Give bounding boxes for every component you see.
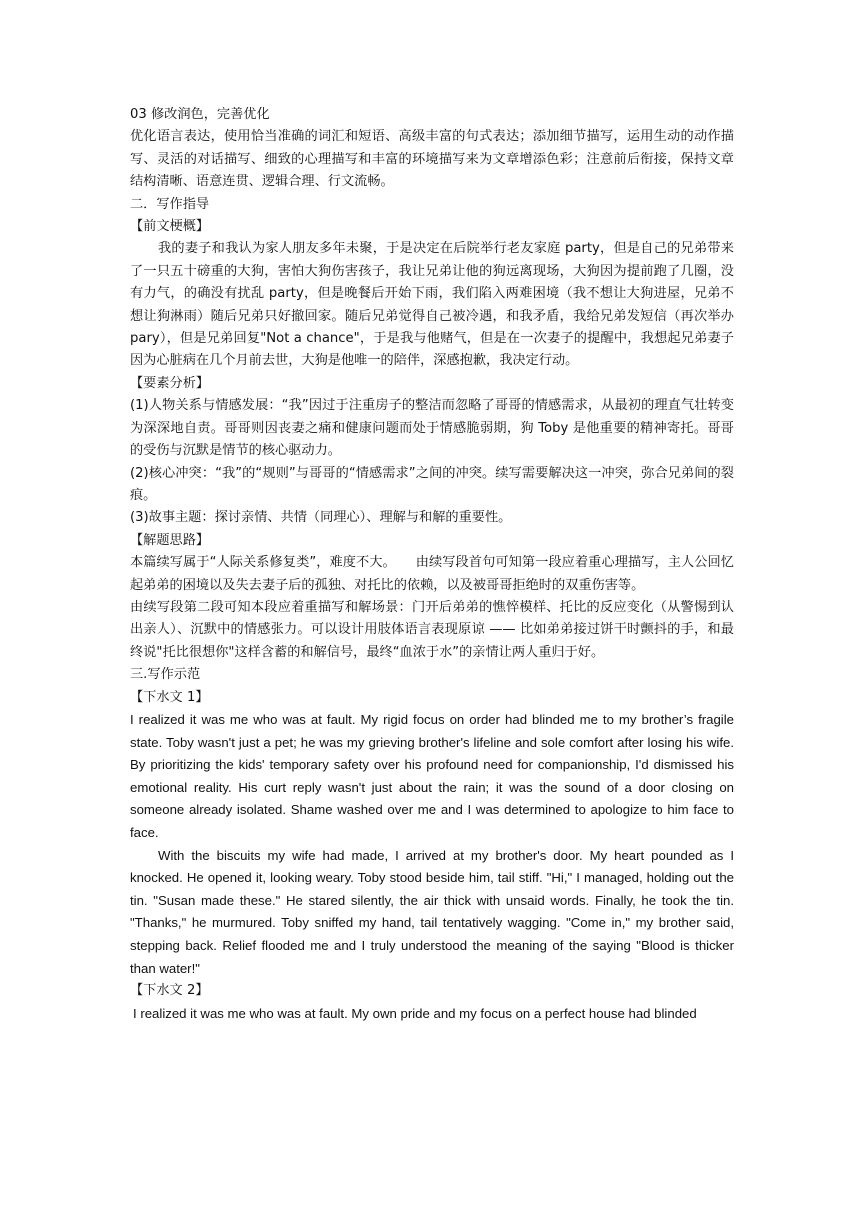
english-paragraph: I realized it was me who was at fault. My rigid focus on order had blinded me to my brother’s fragile state. Toby wasn't just a pet; he was my grieving brother's lifeline and sole comfort after losing his wife. By prioritizing the kids' temporary safety over his profound need for companionship, I'd dismissed his emotional reality. His curt reply wasn't just about the rain; it was the sound of a door closing on someone already isolated. Shame washed over me and I was determined to apologize to him face to face.: [130, 711, 734, 840]
paragraph: 我的妻子和我认为家人朋友多年未聚，于是决定在后院举行老友家庭 party，但是自己的兄弟带来了一只五十磅重的大狗，害怕大狗伤害孩子，我让兄弟让他的狗远离现场，大狗因为提前跑了几圈，没有力气，的确没有扰乱 party，但是晚餐后开始下雨，我们陷入两难困境（我不想让大狗进屋，兄弟不想让狗淋雨）随后兄弟只好撤回家。随后兄弟觉得自己被冷遇，和我矛盾，我给兄弟发短信（再次举办 pary），但是兄弟回复"Not a chance"，于是我与他赌气，但是在一次妻子的提醒中，我想起兄弟妻子因为心脏病在几个月前去世，大狗是他唯一的陪伴，深感抱歉，我决定行动。: [130, 241, 734, 369]
section-title: 03 修改润色，完善优化: [130, 107, 270, 122]
paragraph: (3)故事主题：探讨亲情、共情（同理心）、理解与和解的重要性。: [130, 510, 512, 526]
document-page: [130, 104, 734, 1025]
subsection-heading: 【要素分析】: [130, 375, 210, 391]
section-title: 二．写作指导: [130, 196, 210, 212]
subsection-heading: 【解题思路】: [130, 532, 210, 548]
subsection-heading: 【前文梗概】: [130, 219, 210, 235]
subsection-heading: 【下水文 1】: [130, 689, 209, 705]
paragraph: (1)人物关系与情感发展：“我”因过于注重房子的整洁而忽略了哥哥的情感需求，从最初的理直气壮转变为深深地自责。哥哥则因丧妻之痛和健康问题而处于情感脆弱期，狗 Toby 是他重要的精神寄托。哥哥的受伤与沉默是情节的核心驱动力。: [130, 398, 734, 459]
english-paragraph: I realized it was me who was at fault. My own pride and my focus on a perfect house had blinded: [133, 1005, 697, 1021]
subsection-heading: 【下水文 2】: [130, 983, 209, 999]
paragraph: 由续写段第二段可知本段应着重描写和解场景：门开后弟弟的憔悴模样、托比的反应变化（从警惕到认出亲人）、沉默中的情感张力。可以设计用肢体语言表现原谅 —— 比如弟弟接过饼干时颤抖的手，和最终说"托比很想你"这样含蓄的和解信号，最终“血浓于水”的亲情让两人重归于好。: [130, 599, 734, 660]
paragraph: (2)核心冲突：“我”的“规则”与哥哥的“情感需求”之间的冲突。续写需要解决这一冲突，弥合兄弟间的裂痕。: [130, 465, 734, 503]
english-paragraph: With the biscuits my wife had made, I arrived at my brother's door. My heart pounded as I knocked. He opened it, looking weary. Toby stood beside him, tail stiff. "Hi," I managed, holding out the tin. "Susan made these." He stared silently, the air thick with unsaid words. Finally, he took the tin. "Thanks," he murmured. Toby sniffed my hand, tail tentatively wagging. "Come in," my brother said, stepping back. Relief flooded me and I truly understood the meaning of the saying "Blood is thicker than water!": [130, 847, 734, 976]
paragraph: 优化语言表达，使用恰当准确的词汇和短语、高级丰富的句式表达；添加细节描写，运用生动的动作描写、灵活的对话描写、细致的心理描写和丰富的环境描写来为文章增添色彩；注意前后衔接，保持文章结构清晰、语意连贯、逻辑合理、行文流畅。: [130, 129, 734, 190]
paragraph: 本篇续写属于“人际关系修复类”，难度不大。 由续写段首句可知第一段应着重心理描写，主人公回忆起弟弟的困境以及失去妻子后的孤独、对托比的依赖，以及被哥哥拒绝时的双重伤害等。: [130, 555, 734, 593]
section-title: 三.写作示范: [130, 667, 201, 683]
